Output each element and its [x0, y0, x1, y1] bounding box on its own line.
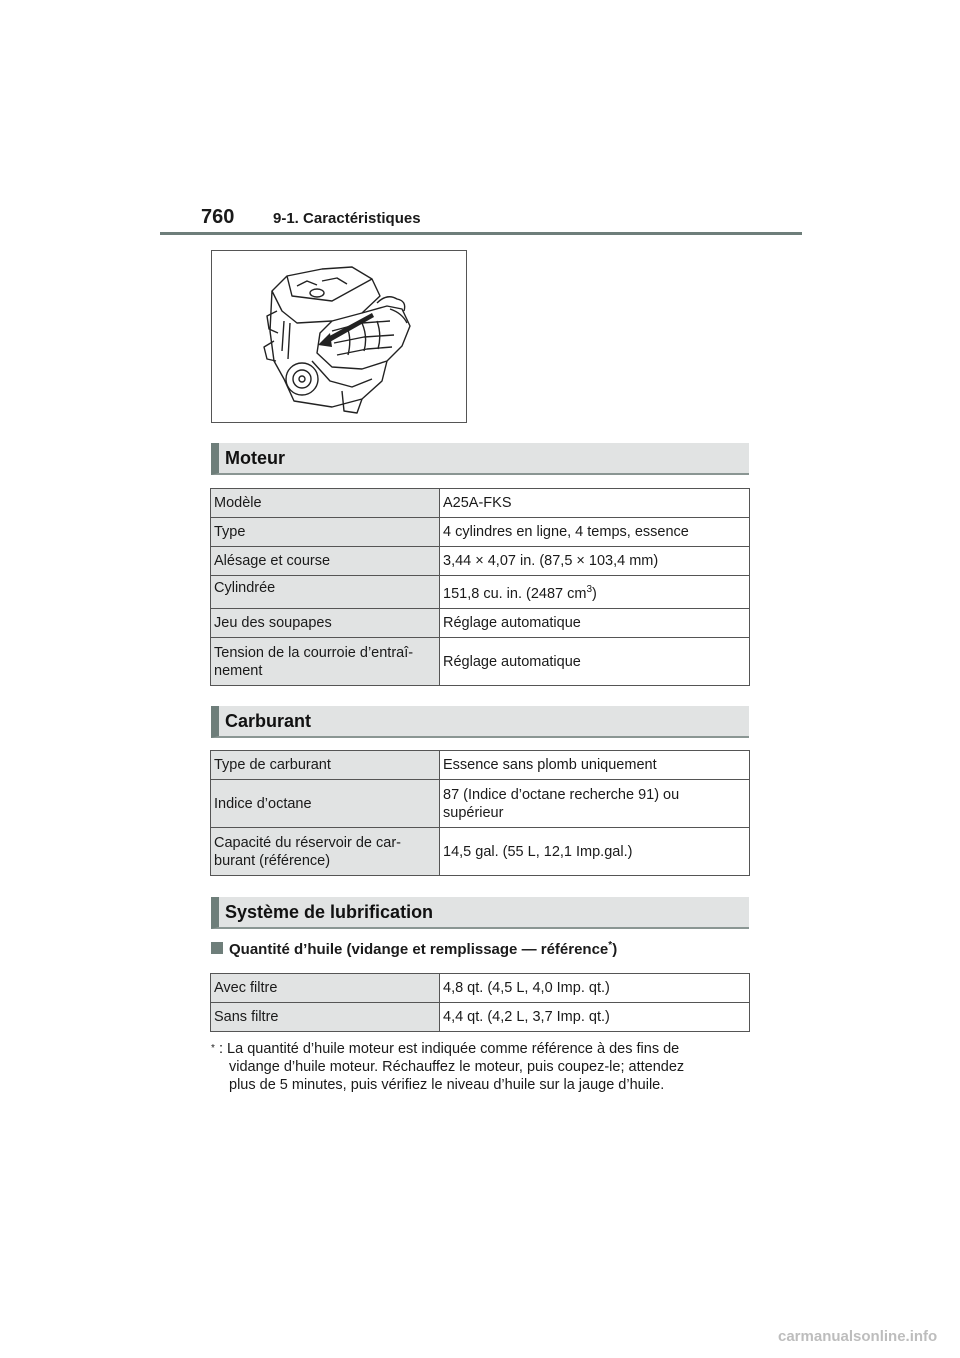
section-moteur-heading	[211, 443, 749, 475]
spec-value	[440, 576, 750, 609]
spec-value: 14,5 gal. (55 L, 12,1 Imp.gal.)	[440, 828, 750, 876]
table-row	[211, 828, 750, 876]
engine-illustration-icon	[212, 251, 466, 422]
table-row	[211, 638, 750, 686]
oil-spec-table	[210, 973, 750, 1032]
table-row	[211, 518, 750, 547]
section-title: Moteur	[225, 448, 285, 468]
spec-key: Indice d’octane	[211, 780, 440, 828]
table-row	[211, 751, 750, 780]
section-carburant-heading	[211, 706, 749, 738]
spec-key: Alésage et course	[211, 547, 440, 576]
chapter-title: 9-1. Caractéristiques	[273, 210, 421, 227]
spec-value: Réglage automatique	[440, 609, 750, 638]
spec-key: Cylindrée	[211, 576, 440, 609]
oil-quantity-subheading	[211, 940, 617, 958]
header-divider	[160, 232, 802, 235]
asterisk-mark: *	[608, 940, 613, 951]
table-row	[211, 1003, 750, 1032]
footnote	[211, 1040, 751, 1094]
table-row	[211, 609, 750, 638]
square-bullet-icon	[211, 942, 223, 954]
spec-value: 4,8 qt. (4,5 L, 4,0 Imp. qt.)	[440, 974, 750, 1003]
footnote-asterisk: *	[211, 1043, 215, 1054]
footnote-text: : La quantité d’huile moteur est indiquée comme référence à des fins de vidange d’huile moteur. Réchauffez le moteur, puis coupez-le; attendez plus de 5 minutes, puis vérifiez le niveau d’huile sur la jauge d’huile.	[219, 1041, 685, 1093]
spec-key: Modèle	[211, 489, 440, 518]
section-title: Carburant	[225, 711, 312, 731]
spec-key: Sans filtre	[211, 1003, 440, 1032]
table-row	[211, 489, 750, 518]
page-header	[160, 204, 800, 234]
carburant-spec-table	[210, 750, 750, 876]
spec-key: Capacité du réservoir de car- burant (référence)	[211, 828, 440, 876]
table-row	[211, 780, 750, 828]
spec-value-text: 151,8 cu. in. (2487 cm	[443, 585, 587, 602]
spec-key: Jeu des soupapes	[211, 609, 440, 638]
spec-value: 4 cylindres en ligne, 4 temps, essence	[440, 518, 750, 547]
subheading-end: )	[612, 941, 618, 958]
moteur-spec-table	[210, 488, 750, 686]
subheading-text: Quantité d’huile (vidange et remplissage — référence	[229, 941, 609, 958]
table-row	[211, 547, 750, 576]
page-number: 760	[201, 206, 235, 228]
spec-key: Avec filtre	[211, 974, 440, 1003]
spec-key: Tension de la courroie d’entraî- nement	[211, 638, 440, 686]
spec-value: 3,44 × 4,07 in. (87,5 × 103,4 mm)	[440, 547, 750, 576]
superscript: 3	[586, 584, 593, 596]
spec-value-end: )	[592, 585, 597, 602]
spec-value: A25A-FKS	[440, 489, 750, 518]
spec-key: Type	[211, 518, 440, 547]
section-lubrification-heading	[211, 897, 749, 929]
spec-key: Type de carburant	[211, 751, 440, 780]
table-row	[211, 974, 750, 1003]
spec-value: 87 (Indice d’octane recherche 91) ou supérieur	[440, 780, 750, 828]
watermark: carmanualsonline.info	[778, 1328, 938, 1345]
table-row	[211, 576, 750, 609]
spec-value: Essence sans plomb uniquement	[440, 751, 750, 780]
spec-value: 4,4 qt. (4,2 L, 3,7 Imp. qt.)	[440, 1003, 750, 1032]
spec-value: Réglage automatique	[440, 638, 750, 686]
section-title: Système de lubrification	[225, 902, 434, 922]
engine-figure	[211, 250, 467, 423]
